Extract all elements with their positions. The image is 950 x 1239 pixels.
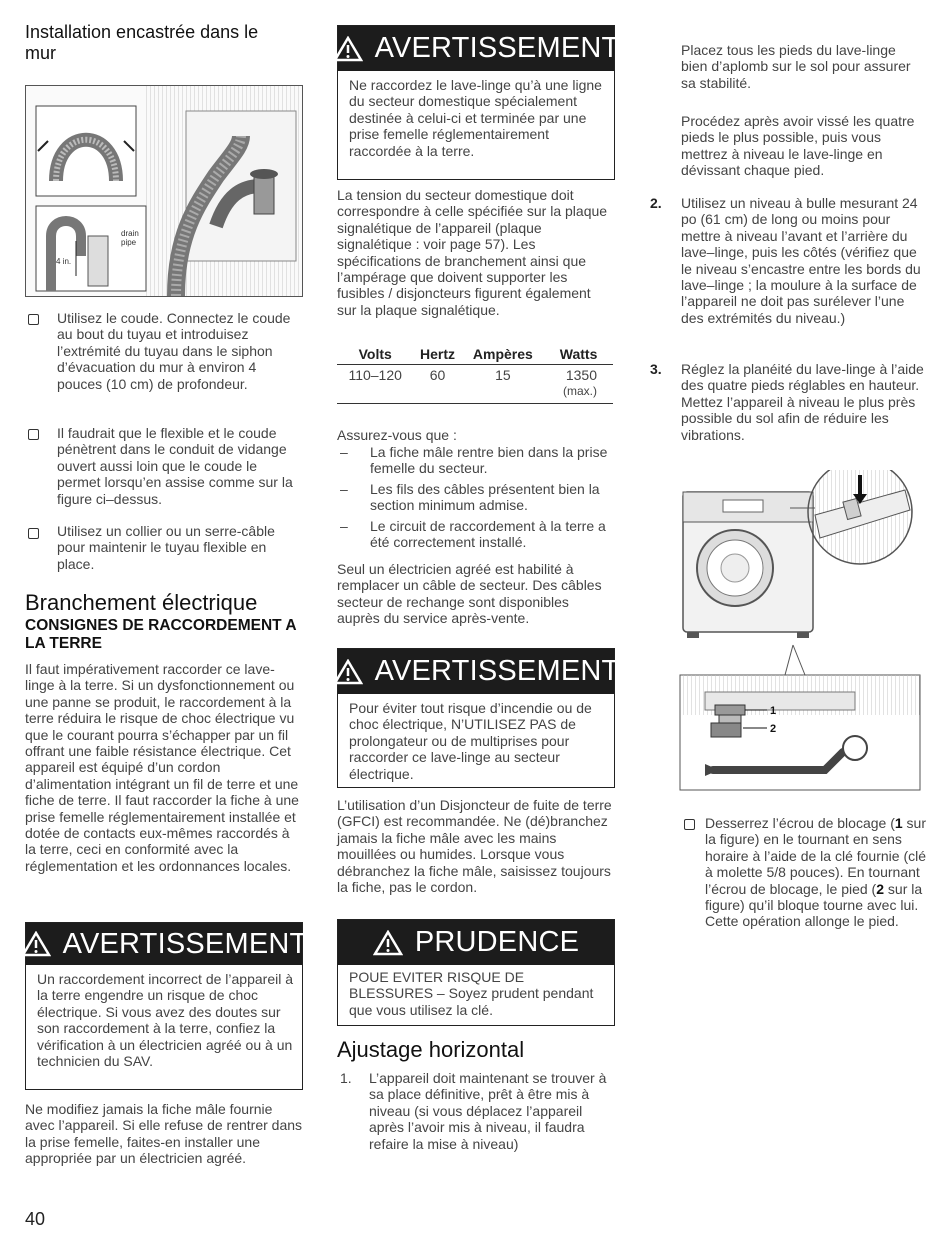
pipe-label: pipe bbox=[121, 238, 137, 247]
watts-note: (max.) bbox=[563, 384, 597, 398]
dash-list bbox=[340, 444, 613, 550]
prudence-banner bbox=[338, 920, 614, 965]
table-cell: 1350 bbox=[565, 367, 597, 383]
figure-label-1: 1 bbox=[770, 705, 777, 717]
step-number: 2. bbox=[650, 195, 662, 211]
table-cell: 60 bbox=[429, 367, 446, 383]
checkbox-icon bbox=[684, 819, 695, 830]
checkbox-icon bbox=[28, 528, 39, 539]
drain-label: drain bbox=[121, 229, 139, 238]
column-header: Volts bbox=[358, 346, 392, 362]
checkbox-icon bbox=[28, 429, 39, 440]
warning-banner bbox=[338, 649, 620, 694]
warning-box-terre bbox=[25, 922, 308, 1090]
depth-label: 4 in. bbox=[56, 257, 72, 266]
assurez-intro: Assurez-vous que : bbox=[337, 427, 457, 443]
warning-title: AVERTISSEMENT bbox=[62, 927, 308, 960]
seul-paragraph: Seul un électricien agréé est habilité à remplacer un câble de secteur. Des câbles secteur de rechange sont disponibles auprès du service après-vente. bbox=[337, 561, 602, 627]
spec-table bbox=[337, 344, 613, 404]
warning-box-prolongateur bbox=[337, 648, 620, 788]
table-cell: 110–120 bbox=[348, 367, 402, 383]
warning-text: Pour éviter tout risque d’incendie ou de choc électrique, N’UTILISEZ PAS de prolongateur ou de multiprises pour raccorder ce lave-linge au secteur électrique. bbox=[349, 700, 592, 782]
washer-leveling-illustration bbox=[675, 470, 925, 800]
leveling-figure bbox=[675, 470, 925, 800]
bullet-item: Utilisez le coude. Connectez le coude au bout du tuyau et introduisez l’extrémité du tuyau dans le siphon d’évacuation du mur à environ 4 pouces (10 cm) de profondeur. bbox=[57, 310, 291, 392]
step2-text: Utilisez un niveau à bulle mesurant 24 po (61 cm) de long ou moins pour mettre à niveau l’avant et l’arrière du lave–linge, puis les côtés (vérifiez que le niveau s’encastre entre les bords du lave–linge ; la moulure à la surface de l’appareil ne doit pas surélever l’une des extrémités du niveau.) bbox=[681, 195, 921, 326]
consignes-heading: CONSIGNES DE RACCORDEMENT A LA TERRE bbox=[25, 617, 296, 652]
page-number: 40 bbox=[25, 1209, 46, 1229]
warning-title: AVERTISSEMENT bbox=[374, 32, 620, 64]
table-cell: 15 bbox=[495, 367, 511, 383]
step-number: 1. bbox=[340, 1070, 352, 1086]
warning-text: Un raccordement incorrect de l’appareil à la terre engendre un risque de choc électrique. Si vous avez des doutes sur son raccordement à la terre, confiez la vérification à un électricien agréé ou à un technicien du SAV. bbox=[37, 971, 294, 1070]
watts-cell bbox=[544, 365, 613, 404]
bullet-item: Il faudrait que le flexible et le coude pénètrent dans le conduit de vidange ouvert aussi loin que le coude le permet lorsqu’en assise comme sur la figure ci–dessus. bbox=[57, 425, 293, 507]
prudence-text: POUE EVITER RISQUE DE BLESSURES – Soyez prudent pendant que vous utilisez la clé. bbox=[349, 969, 594, 1018]
warning-triangle-icon bbox=[373, 930, 403, 956]
list-item: – La fiche mâle rentre bien dans la prise femelle du secteur. bbox=[340, 444, 608, 477]
final-paragraph: Ne modifiez jamais la fiche mâle fournie avec l’appareil. Si elle refuse de rentrer dans la prise femelle, faites-en installer une appropriée par un électricien agréé. bbox=[25, 1101, 303, 1167]
warning-title: AVERTISSEMENT bbox=[374, 655, 620, 687]
procedez-paragraph: Procédez après avoir vissé les quatre pieds le plus possible, puis vous mettrez à niveau le lave-linge en dévissant chaque pied. bbox=[681, 113, 915, 179]
warning-triangle-icon bbox=[21, 931, 51, 957]
step1-text: L’appareil doit maintenant se trouver à sa place définitive, prêt à être mis à niveau (si vous déplacez l’appareil après l’avoir mis à niveau, il faudra refaire la mise à niveau) bbox=[369, 1070, 607, 1152]
step3-text: Réglez la planéité du lave-linge à l’aide des quatre pieds réglables en hauteur. Mettez l’appareil à niveau le plus près possible du sol afin de réduire les vibrations. bbox=[681, 361, 924, 443]
install-heading: Installation encastrée dans le mur bbox=[25, 22, 259, 63]
warning-banner bbox=[338, 26, 620, 71]
warning-banner bbox=[26, 923, 308, 965]
warning-box-ligne bbox=[337, 25, 620, 180]
column-header: Watts bbox=[559, 346, 598, 362]
branchement-heading: Branchement électrique bbox=[25, 590, 258, 615]
prudence-title: PRUDENCE bbox=[414, 926, 580, 958]
bullet-item: Utilisez un collier ou un serre-câble pour maintenir le tuyau flexible en place. bbox=[57, 523, 275, 572]
list-item: – Le circuit de raccordement à la terre a été correctement installé. bbox=[340, 517, 606, 551]
ajustage-heading: Ajustage horizontal bbox=[337, 1037, 525, 1062]
warning-text: Ne raccordez le lave-linge qu’à une ligne du secteur domestique spécialement destinée à celui-ci et terminée par une prise femelle réglementairement raccordée à la terre. bbox=[349, 77, 602, 159]
list-item: – Les fils des câbles présentent bien la section minimum admise. bbox=[340, 480, 600, 514]
tension-paragraph: La tension du secteur domestique doit correspondre à celle spécifiée sur la plaque signalétique de l’appareil (plaque signalétique : voir page 57). Les spécifications de branchement ainsi que l’ampérage que doivent supporter les fusibles / disjoncteurs figurent également sur la plaque signalétique. bbox=[337, 187, 608, 318]
wall-drain-illustration bbox=[26, 86, 302, 296]
gfci-paragraph: L’utilisation d’un Disjoncteur de fuite de terre (GFCI) est recommandée. Ne (dé)branchez jamais la fiche mâle avec les mains mouillées ou humides. Lorsque vous débranchez la fiche mâle, saisissez toujours la fiche, pas le cordon. bbox=[337, 797, 612, 896]
checkbox-icon bbox=[28, 314, 39, 325]
wall-drain-figure bbox=[25, 85, 303, 297]
bullet-item: Desserrez l’écrou de blocage (1 sur la figure) en le tournant en sens horaire à l’aide de la clé fournie (clé à molette 5/8 pouces). En tournant l’écrou de blocage, le pied (2 sur la figure) qu’il bloque tourne avec lui. Cette opération allonge le pied. bbox=[705, 815, 927, 930]
warning-triangle-icon bbox=[333, 36, 363, 62]
placez-paragraph: Placez tous les pieds du lave-linge bien d’aplomb sur le sol pour assurer sa stabilité. bbox=[681, 42, 911, 91]
step-number: 3. bbox=[650, 361, 662, 377]
terre-paragraph: Il faut impérativement raccorder ce lave-linge à la terre. Si un dysfonctionnement ou une panne se produit, le raccordement à la terre réduira le risque de choc électrique vu que le courant pourra s’échapper par un fil offrant une faible résistance électrique. Cet appareil est équipé d’un cordon d’alimentation intégrant un fil de terre et une fiche de terre. Il faut raccorder la fiche à une prise femelle réglementairement installée et dotée de contacts eux-mêmes raccordés à la terre, ceci en conformité avec la réglementation et les ordonnances locales. bbox=[25, 661, 299, 874]
warning-triangle-icon bbox=[333, 659, 363, 685]
column-header: Ampères bbox=[472, 346, 533, 362]
column-header: Hertz bbox=[419, 346, 455, 362]
prudence-box bbox=[337, 919, 615, 1026]
figure-label-2: 2 bbox=[770, 723, 777, 735]
